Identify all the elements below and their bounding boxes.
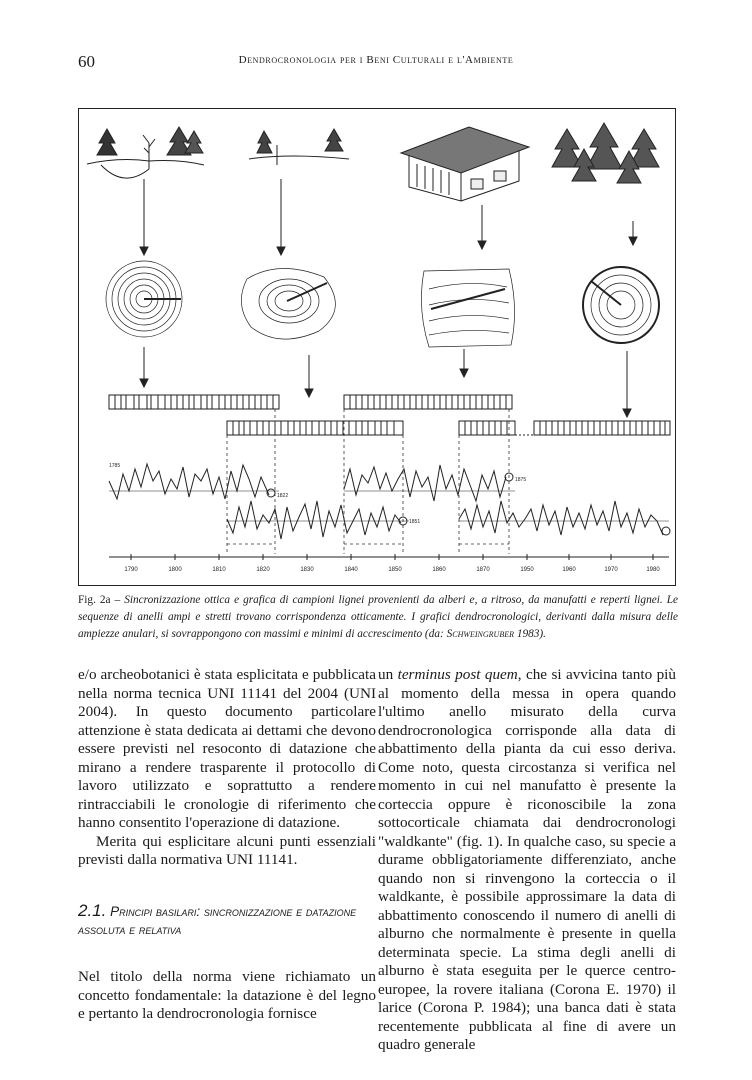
right-p1-rest: , che si avvicina tanto più al momento della messa in opera quando l'ultimo anello misurato della curva dendrocronologica corrisponde alla data di abbattimento della pianta da cui esso deriva. Come noto, questa circostanza si verifica nel momento in cui nel manufatto è presente la corteccia oppure è riconoscibile la zona sottocorticale chiamata dai dendrocronologi "waldkante" (fig. 1). In qualche caso, su specie a durame obbligatoriamente differenziato, anche quando non si rinvengono la corteccia o il waldkante, è possibile approssimare la data di abbattimento conoscendo il numero di anelli di alburno che normalmente è presente in quella determinata specie. La stima degli anelli di alburno è stata eseguita per le querce centro-europee, la rovere italiana (Corona E. 1970) il larice (Corona P. 1984); una banca dati è stata recentemente pubblicata al fine di avere un quadro generale xyxy=(378,666,676,1053)
caption-source-name: Schweingruber xyxy=(446,628,514,640)
curve-label-1851: 1851 xyxy=(409,519,421,525)
caption-source-year: 1983). xyxy=(514,628,547,640)
right-column xyxy=(378,666,676,1055)
ring-strip-1 xyxy=(109,395,279,409)
running-header: Dendrocronologia per i Beni Culturali e l'Ambiente xyxy=(238,54,514,66)
axis-year-label: 1850 xyxy=(388,567,402,573)
axis-year-label: 1960 xyxy=(562,567,576,573)
axis-year-label: 1980 xyxy=(646,567,660,573)
time-axis xyxy=(109,554,669,560)
ring-width-curves xyxy=(109,464,670,539)
section-heading xyxy=(78,902,378,939)
axis-year-label: 1790 xyxy=(124,567,138,573)
cross-section-2-icon xyxy=(241,268,335,339)
section-title: Principi basilari: sincronizzazione e datazione assoluta e relativa xyxy=(78,904,357,937)
ring-strip-3 xyxy=(344,395,512,409)
cross-section-1-icon xyxy=(106,261,182,337)
curve-label-1875: 1875 xyxy=(515,477,527,483)
cross-section-3-icon xyxy=(421,269,514,347)
curve-label-1785: 1785 xyxy=(109,463,121,469)
axis-year-label: 1840 xyxy=(344,567,358,573)
left-paragraph-1: e/o archeobotanici è stata esplicitata e pubblicata nella norma tecnica UNI 11141 del 2004 (UNI 2004). In questo documento particolare attenzione è stata dedicata ai dettami che devono essere previsti nel resoconto di datazione che mirano a rendere trasparente il protocollo di lavoro utilizzato e soprattutto a rendere rintracciabili le cronologie di riferimento che hanno consentito l'operazione di datazione. xyxy=(78,666,376,831)
house-icon xyxy=(401,127,529,201)
ring-strip-2 xyxy=(227,421,403,435)
axis-year-label: 1810 xyxy=(212,567,226,573)
axis-year-label: 1970 xyxy=(604,567,618,573)
caption-text: Sincronizzazione ottica e grafica di campioni lignei provenienti da alberi e, a ritroso, da manufatti e reperti lignei. Le sequenze di anelli ampi e stretti trovano corrispondenza otticamente. I grafici dendrocronologici, derivanti dalla misura delle ampiezze anulari, si sovrappongono con massimi e minimi di accrescimento (da: xyxy=(78,594,678,640)
axis-year-label: 1830 xyxy=(300,567,314,573)
figure-caption xyxy=(78,592,678,643)
bottom-left-paragraph: Nel titolo della norma viene richiamato un concetto fondamentale: la datazione è del legno e pertanto la dendrocronologia fornisce xyxy=(78,968,376,1022)
left-column xyxy=(78,666,376,870)
axis-year-label: 1800 xyxy=(168,567,182,573)
axis-year-label: 1820 xyxy=(256,567,270,573)
axis-year-label: 1950 xyxy=(520,567,534,573)
forest-scene-1-icon xyxy=(87,127,204,178)
forest-scene-2-icon xyxy=(249,129,349,165)
axis-year-label: 1870 xyxy=(476,567,490,573)
figure-frame xyxy=(78,108,676,586)
caption-lead: Fig. 2a – xyxy=(78,594,125,606)
left-paragraph-2: Merita qui esplicitare alcuni punti essenziali previsti dalla normativa UNI 11141. xyxy=(78,832,376,868)
ring-strip-4 xyxy=(459,421,670,435)
arrows-to-sections xyxy=(140,179,637,255)
right-paragraph-1 xyxy=(378,666,676,1055)
curve-label-1822: 1822 xyxy=(277,493,289,499)
right-p1-italic: terminus post quem xyxy=(397,666,518,683)
right-p1-start: un xyxy=(378,666,398,683)
cross-section-4-icon xyxy=(583,267,659,343)
forest-scene-4-icon xyxy=(552,123,659,183)
time-axis-labels xyxy=(124,567,660,573)
section-number: 2.1. xyxy=(78,901,107,920)
figure-illustration xyxy=(79,109,677,587)
axis-year-label: 1860 xyxy=(432,567,446,573)
page-number: 60 xyxy=(78,52,95,71)
